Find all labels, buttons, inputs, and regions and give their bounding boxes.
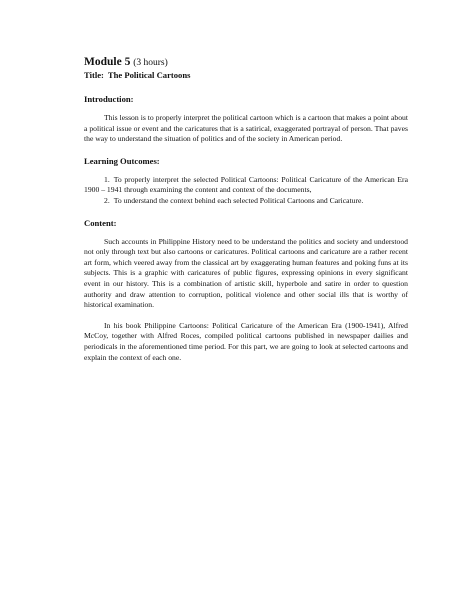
title-value: The Political Cartoons (107, 70, 191, 80)
title-label: Title: (84, 70, 104, 80)
list-item-number: 2. (104, 195, 110, 205)
module-heading (84, 56, 408, 70)
content-paragraph: In his book Philippine Cartoons: Political Caricature of the American Era (1900-1941), Alfred McCoy, together with Alfred Roces, compiled political cartoons published in newspaper dailies and periodicals in the aforementioned time period. For this part, we are going to look at selected cartoons and explain the context of each one. (84, 320, 408, 362)
list-item (84, 175, 408, 196)
learning-outcomes-heading: Learning Outcomes: (84, 155, 160, 166)
content-heading: Content: (84, 217, 117, 228)
module-name: Module 5 (84, 56, 131, 68)
learning-outcomes-list (84, 175, 408, 207)
page-title (84, 70, 408, 81)
content-paragraph: Such accounts in Philippine History need to be understand the politics and society and understood not only through text but also cartoons or caricatures. Political cartoons and caricature are a rather recent art form, which veered away from the classical art by exaggerating human features and poking funs at its subjects. This is a graphic with caricatures of public figures, expressing opinions in every significant event in our history. This is a combination of artistic skill, hyperbole and satire in order to question authority and draw attention to corruption, political violence and other social ills that is worthy of historical examination. (84, 236, 408, 310)
list-item-text: To understand the context behind each selected Political Cartoons and Caricature. (113, 195, 364, 205)
introduction-heading: Introduction: (84, 94, 134, 104)
module-hours: (3 hours) (133, 58, 168, 68)
list-item-text: To properly interpret the selected Political Cartoons: Political Caricature of the American Era 1900 – 1941 through examining the content and context of the documents, (84, 174, 408, 195)
list-item (84, 196, 408, 207)
list-item-number: 1. (104, 174, 110, 184)
introduction-paragraph: This lesson is to properly interpret the political cartoon which is a cartoon that makes a point about a political issue or event and the caricatures that is a satirical, exaggerated portrayal of person. That paves the way to understand the situation of politics and of the society in American period. (84, 113, 408, 144)
document-body (84, 56, 408, 363)
